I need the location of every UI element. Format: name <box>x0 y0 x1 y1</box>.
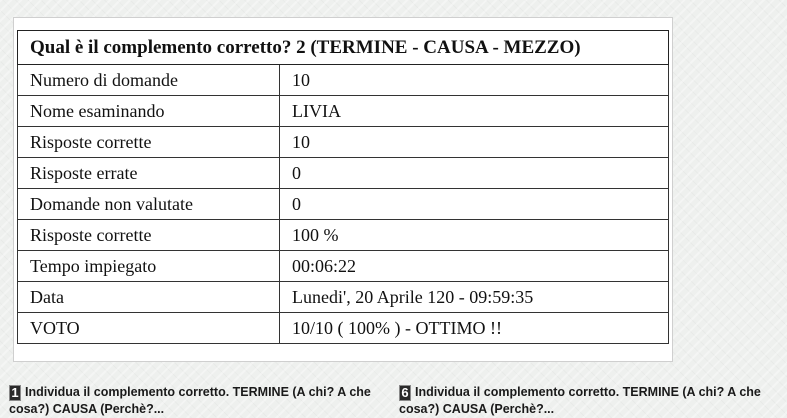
related-quiz-title[interactable] <box>9 384 397 401</box>
results-card <box>13 17 673 362</box>
related-quiz-title[interactable] <box>399 384 787 401</box>
row-label: Risposte errate <box>18 158 280 189</box>
row-label: Risposte corrette <box>18 220 280 251</box>
results-table <box>17 30 669 344</box>
row-value: LIVIA <box>280 96 669 127</box>
related-quiz-title-line2[interactable]: cosa?) CAUSA (Perchè?... <box>9 402 165 416</box>
table-row <box>18 313 669 344</box>
related-quiz-title-line1[interactable]: Individua il complemento corretto. TERMINE (A chi? A che <box>25 385 371 399</box>
row-value: 100 % <box>280 220 669 251</box>
table-row <box>18 189 669 220</box>
related-quiz-title-line2[interactable]: cosa?) CAUSA (Perchè?... <box>399 402 555 416</box>
row-value: Lunedi', 20 Aprile 120 - 09:59:35 <box>280 282 669 313</box>
row-label: Tempo impiegato <box>18 251 280 282</box>
row-label: Nome esaminando <box>18 96 280 127</box>
row-value: 0 <box>280 189 669 220</box>
row-value: 10 <box>280 127 669 158</box>
table-row <box>18 127 669 158</box>
table-row <box>18 96 669 127</box>
row-value: 10 <box>280 65 669 96</box>
table-row <box>18 220 669 251</box>
related-quiz-link-6[interactable] <box>399 384 787 417</box>
row-value: 00:06:22 <box>280 251 669 282</box>
row-label: Data <box>18 282 280 313</box>
row-label: VOTO <box>18 313 280 344</box>
row-value: 0 <box>280 158 669 189</box>
related-quizzes <box>0 384 761 418</box>
results-title-row <box>18 31 669 65</box>
quiz-number-badge: 6 <box>399 385 411 401</box>
row-label: Risposte corrette <box>18 127 280 158</box>
row-label: Domande non valutate <box>18 189 280 220</box>
related-quiz-title-line1[interactable]: Individua il complemento corretto. TERMINE (A chi? A che <box>415 385 761 399</box>
table-row <box>18 158 669 189</box>
quiz-number-badge: 1 <box>9 385 21 401</box>
related-quiz-link-1[interactable] <box>9 384 397 417</box>
table-row <box>18 65 669 96</box>
results-title: Qual è il complemento corretto? 2 (TERMINE - CAUSA - MEZZO) <box>18 31 669 65</box>
row-label: Numero di domande <box>18 65 280 96</box>
table-row <box>18 251 669 282</box>
row-value: 10/10 ( 100% ) - OTTIMO !! <box>280 313 669 344</box>
table-row <box>18 282 669 313</box>
